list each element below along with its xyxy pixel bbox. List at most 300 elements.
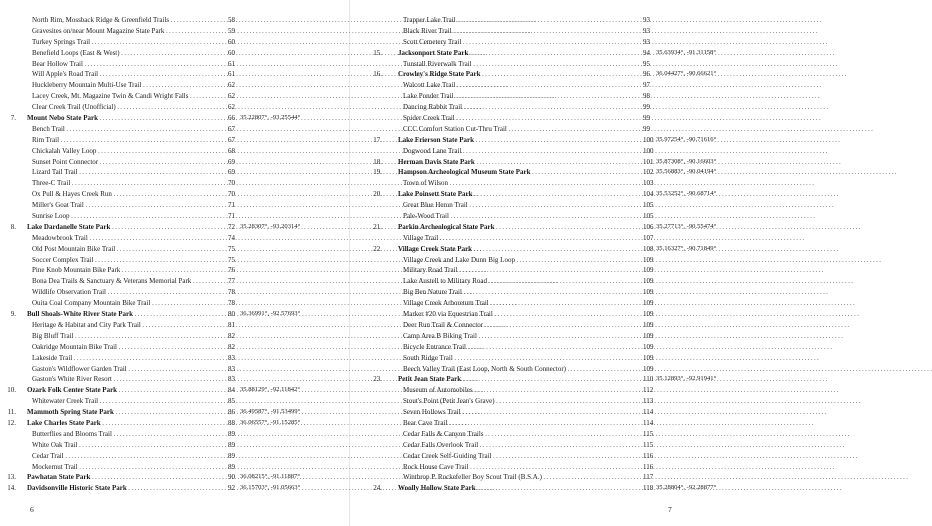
toc-trail-entry [0,48,349,59]
toc-trail-entry [350,342,700,353]
page-ref: 104 [643,190,654,199]
page-ref: 71 [228,201,235,210]
page-ref: 71 [228,212,235,221]
page-ref: 84 [228,386,235,395]
park-name: Lake Poinsett State Park [398,190,473,199]
entry-name-leader [403,102,642,113]
entry-name-leader [32,189,226,200]
page-ref: 100 [643,135,654,144]
toc-park-entry [350,135,717,146]
page-ref: 82 [228,331,235,340]
toc-trail-entry [350,440,700,451]
entry-name-leader [32,157,226,168]
toc-trail-entry [350,309,700,320]
page-ref: 109 [643,266,654,275]
page-ref: 69 [228,157,235,166]
trail-name: Wildlife Observation Trail [32,288,106,297]
entry-name-leader [403,37,642,48]
page-ref: 109 [643,299,654,308]
gps-coordinates: 35.28804°, -92.28877° [656,484,717,492]
page-ref: 89 [228,429,235,438]
page-ref: 70 [228,190,235,199]
entry-name-leader [403,451,642,462]
trail-name: Butterflies and Blooms Trail [32,429,112,438]
toc-park-entry [0,483,349,494]
entry-name-leader [32,211,226,222]
page-ref: 105 [643,212,654,221]
park-name: Pawhatan State Park [27,473,91,482]
page-ref: 76 [228,266,235,275]
toc-trail-entry [0,265,349,276]
park-name: Woolly Hollow State Park [398,484,476,493]
page-ref: 61 [228,59,235,68]
trail-name: Mockernut Trail [32,462,78,471]
entry-name-leader [32,80,226,91]
toc-trail-entry [350,265,700,276]
trail-name: Lakeside Trail [32,353,73,362]
park-number: 8. [10,222,16,231]
toc-trail-entry [0,157,349,168]
page-ref: 67 [228,124,235,133]
entry-name-leader [403,255,642,266]
entry-name-leader [32,462,226,473]
toc-trail-entry [0,364,349,375]
toc-trail-entry [350,233,700,244]
entry-name-leader [403,26,642,37]
toc-trail-entry [0,189,349,200]
entry-name-leader [32,167,226,178]
toc-trail-entry [350,15,700,26]
entry-name-leader [32,200,226,211]
entry-name-leader [32,353,226,364]
park-number: 18. [373,157,382,166]
toc-trail-entry [350,113,700,124]
toc-trail-entry [0,167,349,178]
toc-trail-entry [0,178,349,189]
page-ref: 86 [228,408,235,417]
toc-trail-entry [350,331,700,342]
page-ref: 62 [228,81,235,90]
page-ref: 69 [228,168,235,177]
park-number: 24. [373,484,382,493]
toc-trail-entry [0,91,349,102]
toc-trail-entry [0,69,349,80]
trail-name: Cedar Trail [32,451,64,460]
page-ref: 83 [228,353,235,362]
page-ref: 58 [228,16,235,24]
toc-park-entry [0,385,349,396]
entry-name-leader [403,472,642,483]
page-ref: 83 [228,375,235,384]
gps-coordinates: 36.49587°, -91.53499° [240,408,301,416]
page-ref: 78 [228,299,235,308]
toc-park-entry [0,222,349,233]
entry-name-leader [403,364,642,375]
entry-name-leader [403,146,642,157]
entry-name-leader [32,320,226,331]
trail-name: Lacey Creek, Mt. Magazine Twin & Candi Wright Falls [32,92,189,101]
entry-name-leader [403,320,642,331]
entry-name-leader [403,211,642,222]
trail-name: South Ridge Trail [403,353,453,362]
gps-coordinates: 35.56883°, -90.04194° [656,168,717,176]
toc-park-entry [350,483,717,494]
park-name: Bull Shoals-White River State Park [27,310,134,319]
park-number: 9. [10,310,16,319]
park-number: 14. [7,484,16,493]
gps-coordinates: 36.15703°, -91.05663° [240,484,301,492]
page-ref: 106 [643,222,654,231]
toc-list-left [0,15,349,494]
entry-name-leader [403,440,642,451]
park-name: Mount Nebo State Park [27,114,98,123]
toc-trail-entry [0,233,349,244]
page-ref: 77 [228,277,235,286]
entry-name-leader [27,222,221,233]
trail-name: Whitewater Creek Trail [32,397,99,406]
trail-name: Pine Knob Mountain Bike Park [32,266,121,275]
entry-name-leader [32,364,226,375]
trail-name: Dogwood Lane Trail [403,146,462,155]
toc-trail-entry [0,255,349,266]
entry-name-leader [27,113,221,124]
entry-name-leader [32,396,226,407]
page-ref: 59 [228,26,235,35]
park-number: 20. [373,190,382,199]
trail-name: Chickalah Valley Loop [32,146,97,155]
entry-name-leader [398,167,637,178]
entry-name-leader [398,135,637,146]
toc-list-right [350,15,717,494]
toc-trail-entry [350,298,700,309]
entry-name-leader [32,59,226,70]
page-ref: 70 [228,179,235,188]
trail-name: Village Creek and Lake Dunn Big Loop [403,255,515,264]
toc-trail-entry [350,451,700,462]
page-ref: 109 [643,288,654,297]
gps-coordinates: 35.22807°, -93.25544° [240,114,301,122]
page-ref: 60 [228,48,235,57]
entry-name-leader [398,374,637,385]
toc-park-entry [0,418,349,429]
trail-name: Bench Trail [32,124,65,133]
trail-name: Clear Creek Trail (Unofficial) [32,103,116,112]
trail-name: Miller's Goat Trail [32,201,84,210]
toc-trail-entry [0,200,349,211]
entry-name-leader [403,309,642,320]
page-ref: 98 [643,92,650,101]
entry-name-leader [27,385,221,396]
entry-name-leader [32,135,226,146]
park-number: 23. [373,375,382,384]
toc-trail-entry [0,26,349,37]
trail-name: Gaston's Wildflower Garden Trail [32,364,127,373]
entry-name-leader [403,91,642,102]
trail-name: Benefield Loops (East & West) [32,48,120,57]
page-ref: 99 [643,103,650,112]
park-number: 19. [373,168,382,177]
entry-name-leader [398,483,637,494]
page-ref: 74 [228,233,235,242]
trail-name: Scott Cemetery Trail [403,37,462,46]
toc-trail-entry [0,146,349,157]
entry-name-leader [27,407,221,418]
entry-name-leader [32,440,226,451]
gps-coordinates: 36.36991°, -92.57693° [240,310,301,318]
page-ref: 99 [643,124,650,133]
toc-park-entry [0,407,349,418]
entry-name-leader [398,48,637,59]
entry-name-leader [403,15,642,26]
page-ref: 95 [643,59,650,68]
page-ref: 83 [228,364,235,373]
trail-name: Trapper Lake Trail [403,16,456,24]
page-ref: 89 [228,462,235,471]
toc-trail-entry [350,59,700,70]
entry-name-leader [32,48,226,59]
park-name: Hampson Archeological Museum State Park [398,168,531,177]
gps-coordinates: 35.97254°, -90.71616° [656,135,717,143]
toc-trail-entry [350,364,700,375]
page-ref: 116 [643,462,654,471]
page-ref: 107 [643,233,654,242]
trail-name: Beech Valley Trail (East Loop, North & South Connector) [403,364,566,373]
page-ref: 109 [643,255,654,264]
trail-name: Cedar Falls & Canyon Trails [403,429,484,438]
toc-trail-entry [350,320,700,331]
page-ref: 97 [643,81,650,90]
page-ref: 67 [228,135,235,144]
park-name: Crowley's Ridge State Park [398,70,481,79]
entry-name-leader [32,342,226,353]
toc-trail-entry [350,276,700,287]
toc-trail-entry [350,407,700,418]
trail-name: Rock House Cave Trail [403,462,469,471]
toc-trail-entry [0,462,349,473]
trail-name: Seven Hollows Trail [403,408,461,417]
entry-name-leader [32,244,226,255]
toc-trail-entry [350,396,700,407]
toc-park-entry [350,69,717,80]
entry-name-leader [403,80,642,91]
toc-trail-entry [350,146,700,157]
trail-name: Walcott Lake Trail [403,81,456,90]
entry-name-leader [32,374,226,385]
entry-name-leader [403,265,642,276]
page-ref: 99 [643,114,650,123]
toc-trail-entry [0,440,349,451]
page-ref: 116 [643,451,654,460]
entry-name-leader [32,91,226,102]
park-name: Davidsonville Historic State Park [27,484,127,493]
trail-name: Village Trail [403,233,439,242]
trail-name: Cedar Creek Self-Guiding Trail [403,451,492,460]
entry-name-leader [32,255,226,266]
entry-name-leader [32,287,226,298]
trail-name: Ox Pull & Hayes Creek Run [32,190,112,199]
entry-name-leader [398,189,637,200]
page-ref: 112 [643,386,654,395]
entry-name-leader [32,429,226,440]
page-ref: 109 [643,342,654,351]
page-ref: 92 [228,484,235,493]
gps-coordinates: 35.53252°, -90.68714° [656,190,717,198]
park-name: Petit Jean State Park [398,375,462,384]
toc-trail-entry [0,287,349,298]
trail-name: Old Post Mountain Bike Trail [32,244,116,253]
entry-name-leader [403,200,642,211]
park-number: 7. [10,114,16,123]
page-ref: 109 [643,277,654,286]
entry-name-leader [403,342,642,353]
entry-name-leader [27,418,221,429]
trail-name: Sunrise Loop [32,212,70,221]
page-ref: 62 [228,103,235,112]
trail-name: Bear Hollow Trail [32,59,83,68]
entry-name-leader [27,309,221,320]
entry-name-leader [32,102,226,113]
gps-coordinates: 35.27713°, -90.55474° [656,222,717,230]
entry-name-leader [403,276,642,287]
trail-name: Oakridge Mountain Bike Trail [32,342,117,351]
page-ref: 100 [643,146,654,155]
trail-name: Camp Area B Biking Trail [403,331,477,340]
park-name: Lake Dardanelle State Park [27,222,111,231]
entry-name-leader [403,396,642,407]
park-number: 22. [373,244,382,253]
gps-coordinates: 35.12893°, -92.91941° [656,375,717,383]
trail-name: Winthrop P. Rockefeller Boy Scout Trail (B.S.A.) [403,473,542,482]
trail-name: CCC Comfort Station Cut-Thru Trail [403,124,507,133]
trail-name: Ouita Coal Company Mountain Bike Trail [32,299,151,308]
toc-park-entry [0,113,349,124]
entry-name-leader [32,146,226,157]
park-name: Lake Charles State Park [27,418,101,427]
trail-name: Huckleberry Mountain Multi-Use Trail [32,81,142,90]
toc-park-entry [350,167,717,178]
entry-name-leader [398,157,637,168]
toc-trail-entry [350,37,700,48]
toc-park-entry [0,309,349,320]
toc-trail-entry [0,135,349,146]
trail-name: Village Creek Arboretum Trail [403,299,489,308]
toc-trail-entry [0,342,349,353]
trail-name: Sunset Point Connector [32,157,99,166]
page-ref: 75 [228,255,235,264]
entry-name-leader [398,244,637,255]
page-ref: 60 [228,37,235,46]
page-ref: 109 [643,320,654,329]
entry-name-leader [403,407,642,418]
page-ref: 75 [228,244,235,253]
trail-name: Bear Cave Trail [403,418,448,427]
entry-name-leader [403,298,642,309]
toc-trail-entry [350,353,700,364]
trail-name: Town of Wilson [403,179,448,188]
trail-name: Cedar Falls Overlook Trail [403,440,479,449]
trail-name: Spider Creek Trail [403,114,455,123]
toc-park-entry [350,189,717,200]
entry-name-leader [32,69,226,80]
page-ref: 82 [228,342,235,351]
toc-trail-entry [0,276,349,287]
park-name: Lake Frierson State Park [398,135,475,144]
page-ref: 105 [643,201,654,210]
trail-name: Lake Ponder Trail [403,92,454,101]
entry-name-leader [403,113,642,124]
toc-trail-entry [0,429,349,440]
page-ref: 90 [228,473,235,482]
trail-name: Great Blue Heron Trail [403,201,468,210]
toc-trail-entry [350,211,700,222]
toc-trail-entry [0,211,349,222]
trail-name: Three-C Trail [32,179,71,188]
toc-park-entry [350,48,716,59]
toc-park-entry [350,222,717,233]
page-ref: 114 [643,408,654,417]
page-ref: 93 [643,16,650,24]
page-ref: 108 [643,244,654,253]
entry-name-leader [403,124,642,135]
gps-coordinates: 36.06557°, -91.15285° [240,418,301,426]
trail-name: Military Road Trail [403,266,458,275]
toc-trail-entry [0,15,349,26]
park-number: 15. [373,48,382,57]
page-ref: 109 [643,310,654,319]
toc-trail-entry [0,124,349,135]
park-number: 13. [7,473,16,482]
trail-name: Will Apple's Road Trail [32,70,99,79]
page-number: 7 [668,505,672,514]
page-ref: 101 [643,157,654,166]
trail-name: Big Ben Nature Trail [403,288,462,297]
trail-name: Deer Run Trail & Connector [403,320,484,329]
toc-trail-entry [0,331,349,342]
trail-name: Lake Austell to Military Road [403,277,487,286]
trail-name: Bicycle Entrance Trail [403,342,466,351]
park-number: 17. [373,135,382,144]
page-ref: 72 [228,222,235,231]
gps-coordinates: 35.28307°, -93.20314° [240,222,301,230]
toc-trail-entry [0,451,349,462]
park-number: 12. [7,418,16,427]
trail-name: Soccer Complex Trail [32,255,94,264]
trail-name: Bona Dea Trails & Sanctuary & Veterans Memorial Park [32,277,192,286]
entry-name-leader [403,331,642,342]
toc-trail-entry [350,124,700,135]
toc-park-entry [350,244,717,255]
toc-park-entry [350,157,717,168]
toc-park-entry [350,374,717,385]
trail-name: White Oak Trail [32,440,78,449]
toc-trail-entry [0,320,349,331]
entry-name-leader [398,69,637,80]
toc-trail-entry [350,200,700,211]
toc-trail-entry [350,255,700,266]
page-ref: 115 [643,429,654,438]
entry-name-leader [27,483,221,494]
page-ref: 109 [643,364,654,373]
entry-name-leader [32,298,226,309]
page-ref: 109 [643,353,654,362]
trail-name: Gaston's White River Resort [32,375,112,384]
gps-coordinates: 35.88129°, -92.11842° [240,386,300,394]
toc-trail-entry [0,374,349,385]
entry-name-leader [403,287,642,298]
page-ref: 118 [643,484,654,493]
toc-trail-entry [350,287,700,298]
trail-name: Heritage & Habitat and City Park Trail [32,320,141,329]
